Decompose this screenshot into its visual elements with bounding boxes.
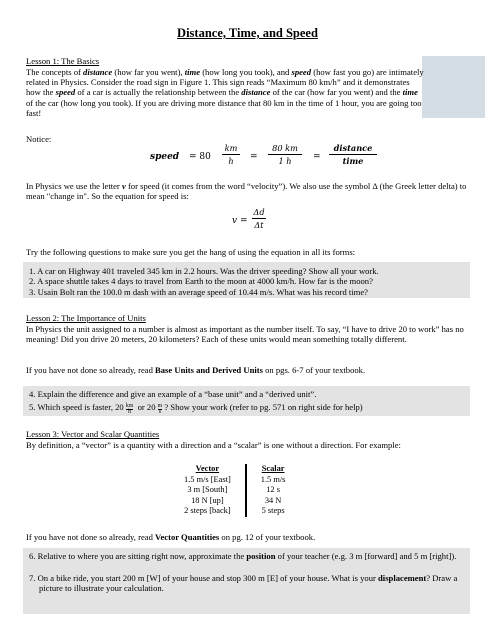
table-row: 1.5 m/s [East] 1.5 m/s <box>170 475 299 486</box>
figure-road-sign <box>422 56 485 118</box>
eq-distance-per-time: distance time <box>329 143 377 167</box>
physics-paragraph: In Physics we use the letter v for speed (it comes from the word “velocity”). We also use the symbol Δ (the Greek letter delta) to mean "change in". So the equation for speed is: <box>26 181 467 202</box>
question-6: 6. Relative to where you are sitting right now, approximate the position of your teacher (e.g. 3 m [forward] and 5 m [right]). <box>29 551 457 561</box>
table-row: 18 N [up] 34 N <box>170 496 299 507</box>
question-2: 2. A space shuttle takes 4 days to travel from Earth to the moon at 4000 km/h. How far is the moon? <box>29 276 373 287</box>
lesson1-questions <box>23 262 470 298</box>
question-5: 5. Which speed is faster, 20 $\frac{km}{h}$ or 20 $\frac{m}{s}$ ? Show your work (refer to pg. 571 on right side for help) <box>29 402 363 415</box>
table-header-vector: Vector <box>170 464 246 475</box>
lesson3-read: If you have not done so already, read Vector Quantities on pg. 12 of your textbook. <box>26 532 316 542</box>
question-4: 4. Explain the difference and give an example of a “base unit” and a “derived unit”. <box>29 389 317 399</box>
table-header-scalar: Scalar <box>261 464 285 473</box>
question-1: 1. A car on Highway 401 traveled 345 km in 2.2 hours. Was the driver speeding? Show all your work. <box>29 266 379 276</box>
lesson2-paragraph: In Physics the unit assigned to a number is almost as important as the number itself. To say, “I have to drive 20 to work” has no meaning! Did you drive 20 meters, 20 kilometers? Each of these units would mean something totally different. <box>26 323 464 344</box>
try-paragraph: Try the following questions to make sure you get the hang of using the equation in all its forms: <box>26 247 356 257</box>
question-3: 3. Usain Bolt ran the 100.0 m dash with an average speed of 10.44 m/s. What was his record time? <box>29 286 368 297</box>
page-title: Distance, Time, and Speed <box>177 26 318 40</box>
eq-equals-1: = <box>250 152 258 162</box>
vector-scalar-table <box>170 464 299 517</box>
lesson2-heading: Lesson 2: The Importance of Units <box>26 313 146 323</box>
lesson3-heading: Lesson 3: Vector and Scalar Quantities <box>26 429 160 439</box>
lesson3-questions <box>23 548 470 614</box>
eq-speed: speed <box>150 152 180 162</box>
lesson2-read: If you have not done so already, read Base Units and Derived Units on pgs. 6-7 of your textbook. <box>26 365 366 375</box>
eq-80: = 80 <box>189 152 211 162</box>
eq2-v: v = <box>232 216 248 226</box>
eq2-fraction: Δd Δt <box>253 207 265 231</box>
eq-80km-per-1h: 80 km 1 h <box>268 143 302 167</box>
table-row: 2 steps [back] 5 steps <box>170 506 299 517</box>
lesson3-paragraph: By definition, a “vector” is a quantity with a direction and a “scalar” is one without a direction. For example: <box>26 439 401 450</box>
eq-km-per-h: km h <box>222 143 240 167</box>
lesson1-paragraph: The concepts of distance (how far you went), time (how long you took), and speed (how fast you go) are intimately related in Physics. Consider the road sign in Figure 1. This sign reads “Maximum 80 km/h” and it demonstrates how the speed of a car is actually the relationship between the distance of the car (how far you went) and the time of the car (how long you took). If you are driving more distance that 80 km in the time of 1 hour, you are going too fast! <box>26 66 424 119</box>
lesson1-heading: Lesson 1: The Basics <box>26 56 100 66</box>
question-7: 7. On a bike ride, you start 200 m [W] of your house and stop 300 m [E] of your house. What is your displacement? Draw a picture to illustrate your calculation. <box>29 573 458 594</box>
eq-equals-2: = <box>313 152 321 162</box>
lesson2-questions <box>23 386 470 416</box>
notice-label: Notice: <box>26 134 52 144</box>
table-row: 3 m [South] 12 s <box>170 485 299 496</box>
